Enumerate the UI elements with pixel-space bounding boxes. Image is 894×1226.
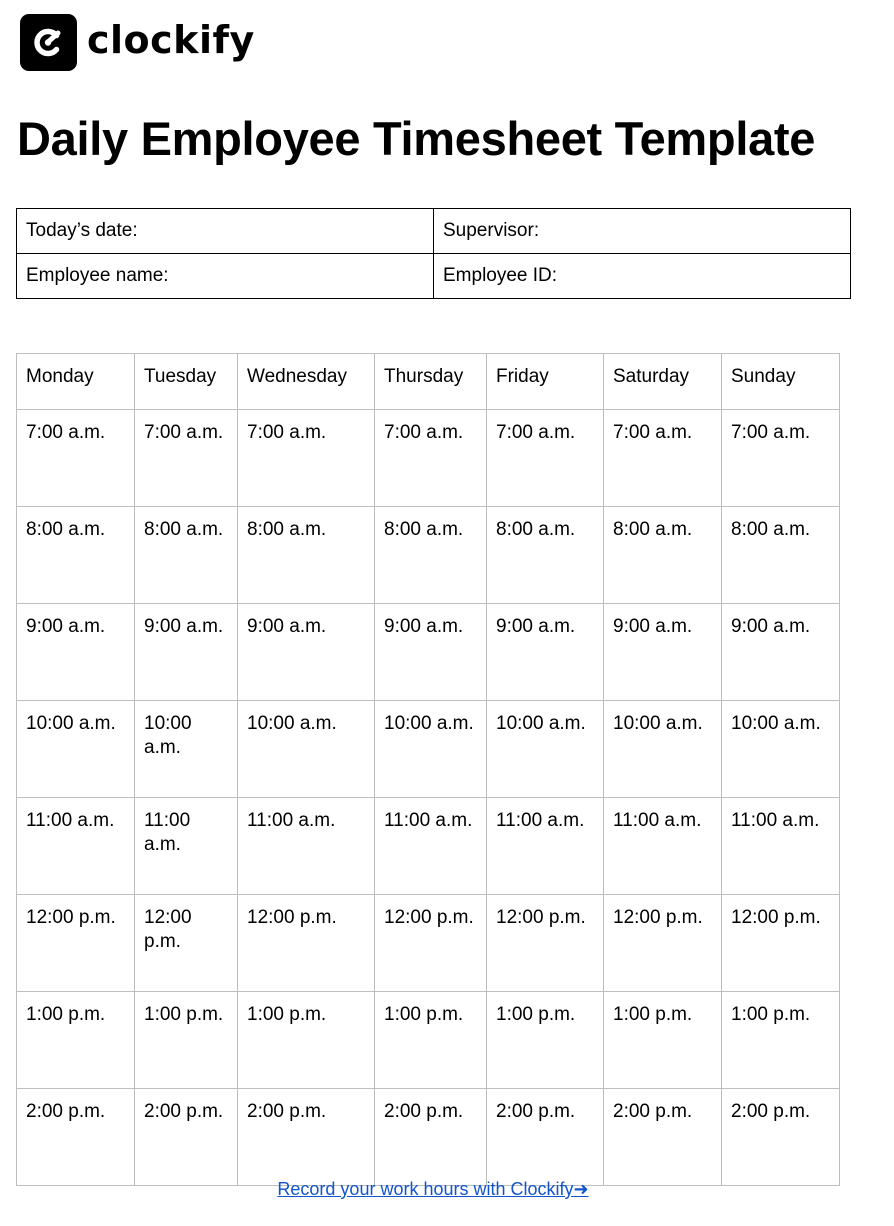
- day-header-saturday: Saturday: [604, 354, 722, 410]
- time-slot-cell-saturday[interactable]: 1:00 p.m.: [604, 992, 722, 1089]
- time-slot-cell-saturday[interactable]: 2:00 p.m.: [604, 1089, 722, 1186]
- time-slot-cell-sunday[interactable]: 12:00 p.m.: [722, 895, 840, 992]
- time-slot-cell-friday[interactable]: 11:00 a.m.: [487, 798, 604, 895]
- time-slot-cell-sunday[interactable]: 8:00 a.m.: [722, 507, 840, 604]
- time-slot-cell-wednesday[interactable]: 8:00 a.m.: [238, 507, 375, 604]
- day-header-tuesday: Tuesday: [135, 354, 238, 410]
- time-slot-cell-wednesday[interactable]: 1:00 p.m.: [238, 992, 375, 1089]
- time-slot-cell-thursday[interactable]: 7:00 a.m.: [375, 410, 487, 507]
- employee-name-field[interactable]: Employee name:: [17, 254, 434, 299]
- employee-info-table: [16, 208, 851, 299]
- time-slot-cell-sunday[interactable]: 1:00 p.m.: [722, 992, 840, 1089]
- time-slot-cell-thursday[interactable]: 11:00 a.m.: [375, 798, 487, 895]
- time-slot-cell-thursday[interactable]: 2:00 p.m.: [375, 1089, 487, 1186]
- time-slot-cell-monday[interactable]: 12:00 p.m.: [17, 895, 135, 992]
- time-slot-row: [17, 798, 840, 895]
- time-slot-cell-monday[interactable]: 11:00 a.m.: [17, 798, 135, 895]
- supervisor-field[interactable]: Supervisor:: [434, 209, 851, 254]
- time-slot-cell-saturday[interactable]: 10:00 a.m.: [604, 701, 722, 798]
- time-slot-row: [17, 410, 840, 507]
- time-slot-cell-monday[interactable]: 7:00 a.m.: [17, 410, 135, 507]
- time-slot-cell-monday[interactable]: 9:00 a.m.: [17, 604, 135, 701]
- info-row: [17, 209, 851, 254]
- time-slot-cell-thursday[interactable]: 9:00 a.m.: [375, 604, 487, 701]
- time-slot-cell-friday[interactable]: 9:00 a.m.: [487, 604, 604, 701]
- time-slot-row: [17, 1089, 840, 1186]
- weekly-timesheet-table: [16, 353, 840, 1186]
- time-slot-cell-monday[interactable]: 2:00 p.m.: [17, 1089, 135, 1186]
- time-slot-cell-friday[interactable]: 2:00 p.m.: [487, 1089, 604, 1186]
- time-slot-cell-sunday[interactable]: 7:00 a.m.: [722, 410, 840, 507]
- time-slot-cell-friday[interactable]: 1:00 p.m.: [487, 992, 604, 1089]
- time-slot-cell-tuesday[interactable]: 10:00 a.m.: [135, 701, 238, 798]
- info-row: [17, 254, 851, 299]
- todays-date-field[interactable]: Today’s date:: [17, 209, 434, 254]
- time-slot-cell-wednesday[interactable]: 11:00 a.m.: [238, 798, 375, 895]
- time-slot-cell-wednesday[interactable]: 10:00 a.m.: [238, 701, 375, 798]
- time-slot-cell-sunday[interactable]: 11:00 a.m.: [722, 798, 840, 895]
- footer: [0, 1179, 866, 1200]
- time-slot-cell-saturday[interactable]: 8:00 a.m.: [604, 507, 722, 604]
- brand-name: clockify: [87, 17, 255, 62]
- time-slot-cell-wednesday[interactable]: 2:00 p.m.: [238, 1089, 375, 1186]
- time-slot-cell-sunday[interactable]: 10:00 a.m.: [722, 701, 840, 798]
- clockify-logo: [20, 14, 255, 71]
- time-slot-cell-thursday[interactable]: 8:00 a.m.: [375, 507, 487, 604]
- time-slot-cell-saturday[interactable]: 12:00 p.m.: [604, 895, 722, 992]
- time-slot-cell-wednesday[interactable]: 7:00 a.m.: [238, 410, 375, 507]
- time-slot-cell-tuesday[interactable]: 8:00 a.m.: [135, 507, 238, 604]
- time-slot-cell-friday[interactable]: 7:00 a.m.: [487, 410, 604, 507]
- time-slot-cell-friday[interactable]: 8:00 a.m.: [487, 507, 604, 604]
- time-slot-cell-tuesday[interactable]: 1:00 p.m.: [135, 992, 238, 1089]
- time-slot-cell-tuesday[interactable]: 11:00 a.m.: [135, 798, 238, 895]
- day-header-sunday: Sunday: [722, 354, 840, 410]
- time-slot-row: [17, 992, 840, 1089]
- time-slot-cell-monday[interactable]: 8:00 a.m.: [17, 507, 135, 604]
- day-header-friday: Friday: [487, 354, 604, 410]
- time-slot-cell-saturday[interactable]: 7:00 a.m.: [604, 410, 722, 507]
- time-slot-cell-sunday[interactable]: 2:00 p.m.: [722, 1089, 840, 1186]
- time-slot-cell-friday[interactable]: 12:00 p.m.: [487, 895, 604, 992]
- time-slot-cell-tuesday[interactable]: 7:00 a.m.: [135, 410, 238, 507]
- employee-id-field[interactable]: Employee ID:: [434, 254, 851, 299]
- time-slot-row: [17, 895, 840, 992]
- clockify-logo-icon: [20, 14, 77, 71]
- time-slot-cell-thursday[interactable]: 12:00 p.m.: [375, 895, 487, 992]
- time-slot-cell-friday[interactable]: 10:00 a.m.: [487, 701, 604, 798]
- day-header-wednesday: Wednesday: [238, 354, 375, 410]
- time-slot-cell-wednesday[interactable]: 12:00 p.m.: [238, 895, 375, 992]
- record-hours-link[interactable]: Record your work hours with Clockify➜: [277, 1179, 589, 1199]
- time-slot-cell-thursday[interactable]: 10:00 a.m.: [375, 701, 487, 798]
- time-slot-cell-wednesday[interactable]: 9:00 a.m.: [238, 604, 375, 701]
- time-slot-cell-thursday[interactable]: 1:00 p.m.: [375, 992, 487, 1089]
- time-slot-cell-tuesday[interactable]: 2:00 p.m.: [135, 1089, 238, 1186]
- time-slot-cell-monday[interactable]: 1:00 p.m.: [17, 992, 135, 1089]
- time-slot-cell-saturday[interactable]: 11:00 a.m.: [604, 798, 722, 895]
- day-header-thursday: Thursday: [375, 354, 487, 410]
- page-title: Daily Employee Timesheet Template: [17, 112, 816, 165]
- time-slot-row: [17, 701, 840, 798]
- day-header-monday: Monday: [17, 354, 135, 410]
- day-header-row: [17, 354, 840, 410]
- time-slot-cell-monday[interactable]: 10:00 a.m.: [17, 701, 135, 798]
- time-slot-row: [17, 507, 840, 604]
- time-slot-cell-tuesday[interactable]: 12:00 p.m.: [135, 895, 238, 992]
- time-slot-row: [17, 604, 840, 701]
- time-slot-cell-sunday[interactable]: 9:00 a.m.: [722, 604, 840, 701]
- time-slot-cell-saturday[interactable]: 9:00 a.m.: [604, 604, 722, 701]
- time-slot-cell-tuesday[interactable]: 9:00 a.m.: [135, 604, 238, 701]
